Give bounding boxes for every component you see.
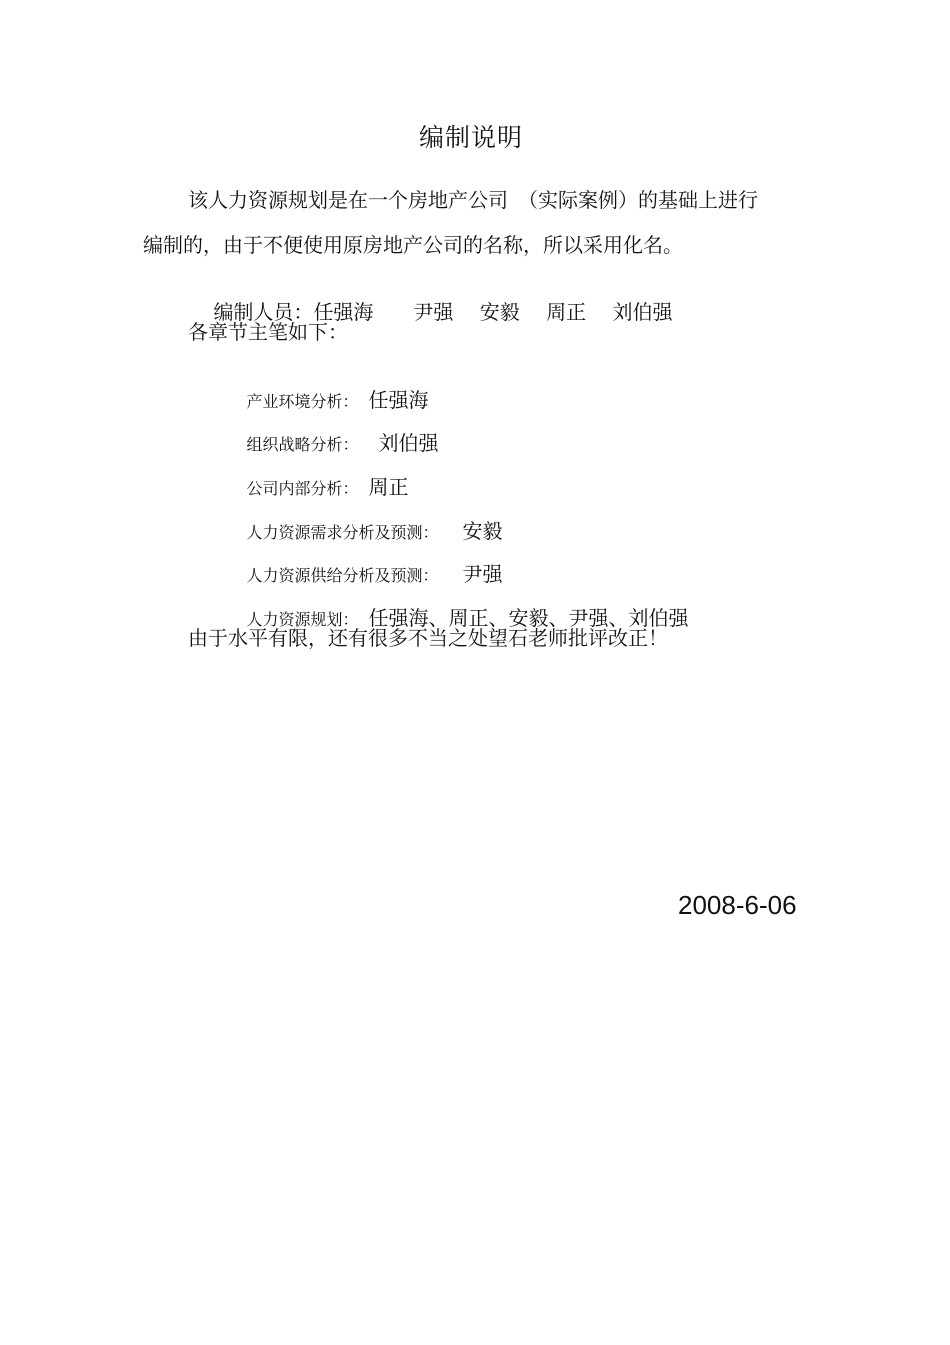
intro-line-2: 编制的，由于不便使用原房地产公司的名称，所以采用化名。 — [143, 233, 683, 257]
chapter-authors: 任强海 — [368, 388, 429, 412]
chapter-authors: 任强海、周正、安毅、尹强、刘伯强 — [368, 606, 689, 630]
chapter-authors: 刘伯强 — [378, 431, 439, 455]
chapter-label: 人力资源规划： — [246, 610, 359, 629]
chapter-label: 人力资源供给分析及预测： — [246, 566, 439, 585]
document-title: 编制说明 — [418, 123, 523, 152]
chapter-authors: 周正 — [368, 475, 409, 499]
chapter-label: 产业环境分析： — [246, 392, 359, 411]
chapter-label: 公司内部分析： — [246, 479, 359, 498]
chapter-authors: 安毅 — [462, 519, 503, 543]
editors-label: 编制人员： — [213, 300, 314, 324]
editors-names: 任强海 尹强 安毅 周正 刘伯强 — [313, 300, 673, 324]
chapter-label: 组织战略分析： — [246, 435, 359, 454]
chapter-authors: 尹强 — [462, 562, 503, 586]
chapter-label: 人力资源需求分析及预测： — [246, 523, 439, 542]
chapters-heading: 各章节主笔如下： — [188, 320, 348, 344]
intro-line-1: 该人力资源规划是在一个房地产公司 （实际案例）的基础上进行 — [188, 188, 758, 212]
document-date: 2008-6-06 — [678, 890, 797, 920]
closing-remark: 由于水平有限，还有很多不当之处望石老师批评改正！ — [188, 626, 668, 650]
